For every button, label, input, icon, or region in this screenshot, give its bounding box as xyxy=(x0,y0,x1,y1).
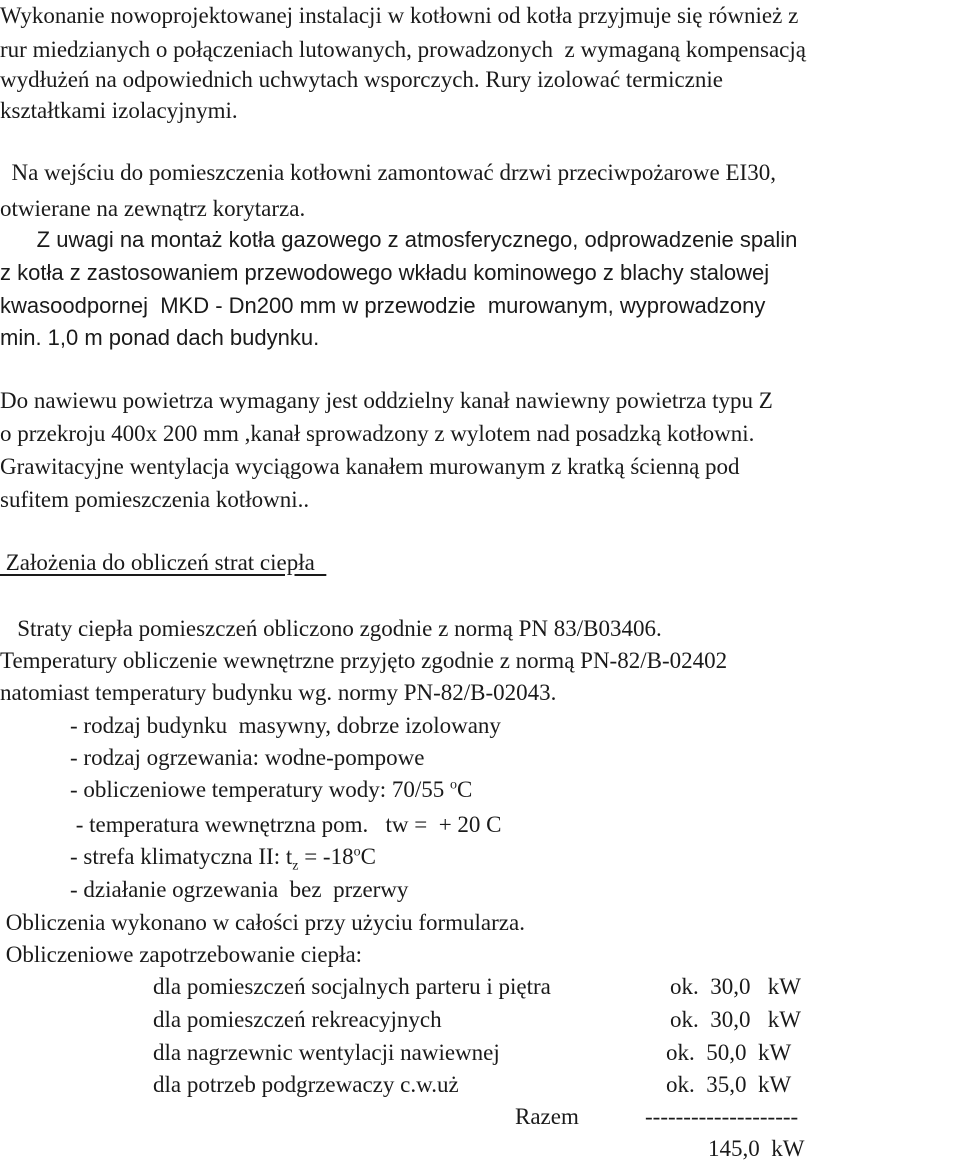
paragraph-3-line-1: Z uwagi na montaż kotła gazowego z atmosferycznego, odprowadzenie spalin xyxy=(0,227,798,252)
list-item-climate-zone: - strefa klimatyczna II: $t_z = -18^oC$ xyxy=(70,844,376,874)
list-item-water-temperature: - obliczeniowe temperatury wody: 70/55 $^o$C xyxy=(70,777,473,802)
paragraph-4-line-4: sufitem pomieszczenia kotłowni.. xyxy=(0,487,310,512)
paragraph-3-line-3: kwasoodpornej MKD - Dn200 mm w przewodzie murowanym, wyprowadzony xyxy=(0,293,766,318)
list-item-building-type: - rodzaj budynku masywny, dobrze izolowany xyxy=(70,713,501,738)
paragraph-2-line-1: Na wejściu do pomieszczenia kotłowni zamontować drzwi przeciwpożarowe EI30, xyxy=(0,160,776,185)
paragraph-4-line-3: Grawitacyjne wentylacja wyciągowa kanałem murowanym z kratką ścienną pod xyxy=(0,454,740,479)
paragraph-3-line-4: min. 1,0 m ponad dach budynku. xyxy=(0,325,320,350)
demand-value-water-heaters: ok. 35,0 kW xyxy=(666,1072,792,1097)
calculation-note: Obliczenia wykonano w całości przy użyciu formularza. xyxy=(0,910,525,935)
demand-label-ventilation-heaters: dla nagrzewnic wentylacji nawiewnej xyxy=(153,1040,500,1065)
list-item-heating-type: - rodzaj ogrzewania: wodne-pompowe xyxy=(70,745,425,770)
paragraph-5-line-1: Straty ciepła pomieszczeń obliczono zgodnie z normą PN 83/B03406. xyxy=(0,616,662,641)
paragraph-2-line-2: otwierane na zewnątrz korytarza. xyxy=(0,196,306,221)
list-item-heating-mode: - działanie ogrzewania bez przerwy xyxy=(70,877,409,902)
list-item-internal-temperature: - temperatura wewnętrzna pom. tw = + 20 C xyxy=(70,812,502,837)
paragraph-1-line-4: kształtkami izolacyjnymi. xyxy=(0,98,238,123)
paragraph-5-line-2: Temperatury obliczenie wewnętrzne przyjęto zgodnie z normą PN-82/B-02402 xyxy=(0,648,728,673)
heat-demand-heading: Obliczeniowe zapotrzebowanie ciepła: xyxy=(0,942,363,967)
paragraph-3-line-2: z kotła z zastosowaniem przewodowego wkładu kominowego z blachy stalowej xyxy=(0,260,770,285)
paragraph-5-line-3: natomiast temperatury budynku wg. normy PN-82/B-02043. xyxy=(0,680,557,705)
paragraph-1-line-2: rur miedzianych o połączeniach lutowanych, prowadzonych z wymaganą kompensacją xyxy=(0,37,806,62)
total-separator: -------------------- xyxy=(645,1104,799,1129)
demand-label-water-heaters: dla potrzeb podgrzewaczy c.w.uż xyxy=(153,1072,459,1097)
total-value: 145,0 kW xyxy=(708,1136,805,1161)
demand-value-recreation-rooms: ok. 30,0 kW xyxy=(670,1007,801,1032)
paragraph-1-line-3: wydłużeń na odpowiednich uchwytach wsporczych. Rury izolować termicznie xyxy=(0,67,723,92)
paragraph-1-line-1: Wykonanie nowoprojektowanej instalacji w kotłowni od kotła przyjmuje się również z xyxy=(0,3,799,28)
section-heading: Założenia do obliczeń strat ciepła xyxy=(0,550,327,575)
total-label: Razem xyxy=(515,1104,579,1129)
paragraph-4-line-2: o przekroju 400x 200 mm ,kanał sprowadzony z wylotem nad posadzką kotłowni. xyxy=(0,421,755,446)
demand-value-ventilation-heaters: ok. 50,0 kW xyxy=(666,1040,792,1065)
demand-label-recreation-rooms: dla pomieszczeń rekreacyjnych xyxy=(153,1007,442,1032)
paragraph-4-line-1: Do nawiewu powietrza wymagany jest oddzielny kanał nawiewny powietrza typu Z xyxy=(0,388,773,413)
demand-value-social-rooms: ok. 30,0 kW xyxy=(670,974,801,999)
demand-label-social-rooms: dla pomieszczeń socjalnych parteru i piętra xyxy=(153,974,551,999)
